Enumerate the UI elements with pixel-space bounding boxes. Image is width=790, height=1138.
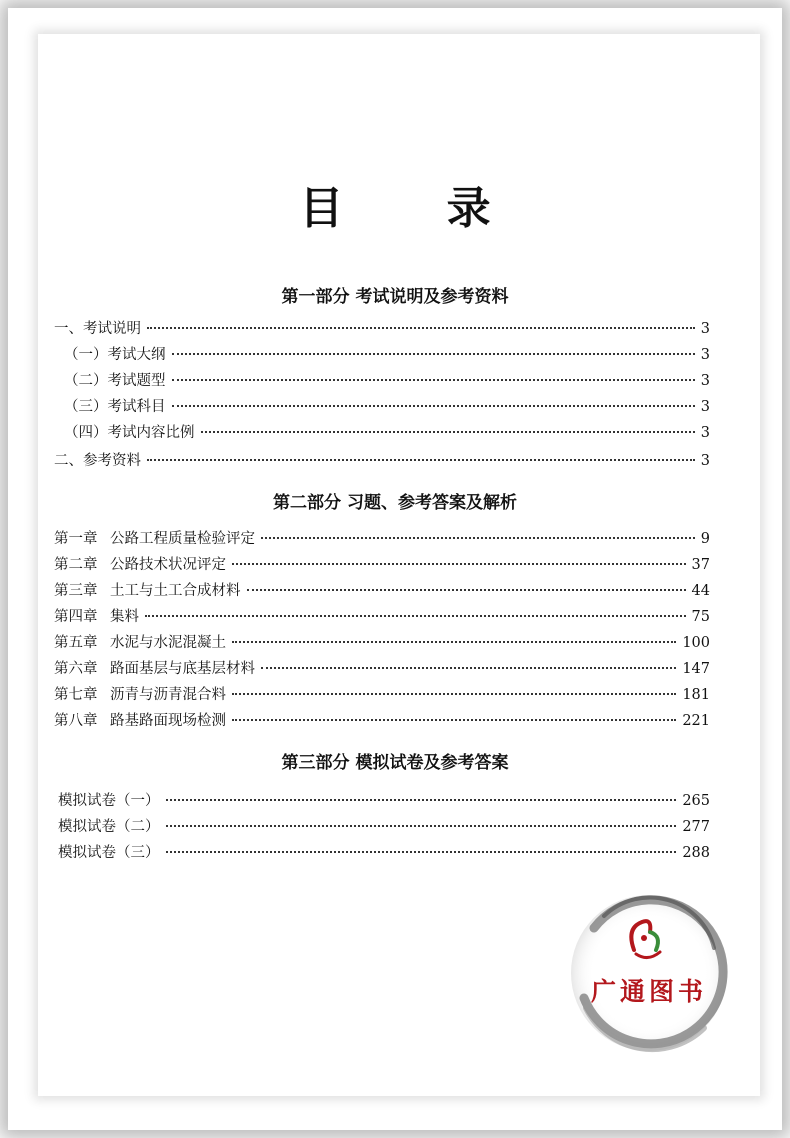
entry-label: 路面基层与底基层材料 — [110, 661, 255, 677]
page-number: 147 — [682, 661, 710, 677]
toc-entry[interactable] — [54, 684, 710, 706]
toc-entry[interactable] — [64, 370, 710, 392]
page-number: 3 — [700, 425, 710, 441]
entry-label: 模拟试卷（二） — [58, 819, 160, 835]
watermark-text: 广通图书 — [590, 977, 707, 1006]
page-number: 9 — [700, 531, 710, 547]
toc-entry[interactable] — [54, 554, 710, 576]
toc-entry[interactable] — [58, 790, 710, 812]
leader-dots — [261, 667, 676, 669]
entry-label: （一）考试大纲 — [64, 347, 166, 363]
chapter-number: 第六章 — [54, 661, 98, 677]
entry-label: 水泥与水泥混凝土 — [110, 635, 226, 651]
part-3-heading: 第三部分 模拟试卷及参考答案 — [281, 753, 509, 773]
leader-dots — [261, 537, 695, 539]
page-number: 3 — [700, 453, 710, 469]
entry-label: 模拟试卷（一） — [58, 793, 160, 809]
leader-dots — [232, 693, 676, 695]
chapter-number: 第一章 — [54, 531, 98, 547]
page-number: 100 — [682, 635, 710, 651]
leader-dots — [232, 641, 676, 643]
page-title: 目 录 — [299, 183, 535, 234]
chapter-number: 第三章 — [54, 583, 98, 599]
page-number: 3 — [700, 321, 710, 337]
chapter-number: 第五章 — [54, 635, 98, 651]
entry-label: 公路工程质量检验评定 — [110, 531, 255, 547]
leader-dots — [232, 563, 686, 565]
leader-dots — [147, 459, 695, 461]
entry-label: 一、考试说明 — [54, 321, 141, 337]
leader-dots — [166, 825, 677, 827]
chapter-number: 第七章 — [54, 687, 98, 703]
leader-dots — [166, 799, 677, 801]
chapter-number: 第四章 — [54, 609, 98, 625]
page-number: 75 — [691, 609, 710, 625]
entry-label: 路基路面现场检测 — [110, 713, 226, 729]
toc-entry[interactable] — [54, 580, 710, 602]
entry-label: （二）考试题型 — [64, 373, 166, 389]
page-number: 3 — [700, 373, 710, 389]
part-1-heading: 第一部分 考试说明及参考资料 — [281, 287, 509, 307]
leader-dots — [172, 353, 695, 355]
chapter-number: 第八章 — [54, 713, 98, 729]
toc-entry[interactable] — [54, 710, 710, 732]
page-number: 265 — [682, 793, 710, 809]
toc-entry[interactable] — [54, 658, 710, 680]
entry-label: 模拟试卷（三） — [58, 845, 160, 861]
entry-label: 二、参考资料 — [54, 453, 141, 469]
toc-entry[interactable] — [54, 632, 710, 654]
entry-label: 集料 — [110, 609, 139, 625]
toc-entry[interactable] — [54, 318, 710, 340]
page-number: 37 — [691, 557, 710, 573]
toc-entry[interactable] — [64, 396, 710, 418]
leader-dots — [232, 719, 676, 721]
toc-entry[interactable] — [58, 816, 710, 838]
entry-label: 公路技术状况评定 — [110, 557, 226, 573]
toc-entry[interactable] — [58, 842, 710, 864]
leader-dots — [172, 405, 695, 407]
entry-label: （四）考试内容比例 — [64, 425, 195, 441]
toc-entry[interactable] — [54, 528, 710, 550]
leader-dots — [247, 589, 686, 591]
leader-dots — [145, 615, 686, 617]
page-number: 44 — [691, 583, 710, 599]
toc-entry[interactable] — [54, 450, 710, 472]
entry-label: 沥青与沥青混合料 — [110, 687, 226, 703]
leader-dots — [172, 379, 695, 381]
publisher-watermark — [564, 888, 734, 1058]
page-number: 3 — [700, 399, 710, 415]
entry-label: （三）考试科目 — [64, 399, 166, 415]
toc-entry[interactable] — [64, 344, 710, 366]
toc-entry[interactable] — [54, 606, 710, 628]
page-number: 221 — [682, 713, 710, 729]
chapter-number: 第二章 — [54, 557, 98, 573]
leader-dots — [147, 327, 695, 329]
leader-dots — [166, 851, 677, 853]
page-number: 3 — [700, 347, 710, 363]
page-number: 277 — [682, 819, 710, 835]
part-2-heading: 第二部分 习题、参考答案及解析 — [273, 493, 517, 513]
toc-entry[interactable] — [64, 422, 710, 444]
entry-label: 土工与土工合成材料 — [110, 583, 241, 599]
page-number: 181 — [682, 687, 710, 703]
page-number: 288 — [682, 845, 710, 861]
leader-dots — [201, 431, 695, 433]
